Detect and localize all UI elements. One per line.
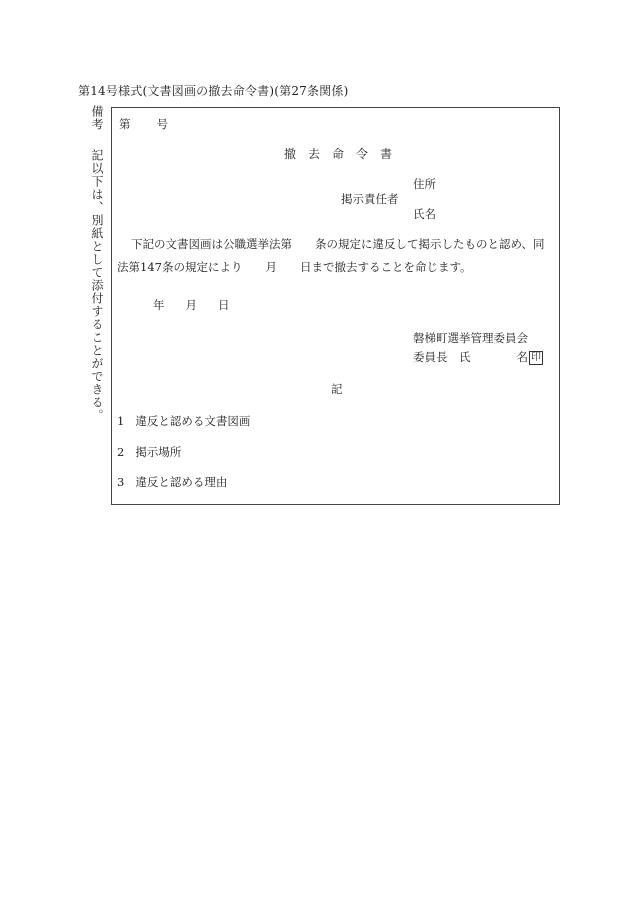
chair-name-suffix: 名 <box>516 350 528 364</box>
ki-heading: 記 <box>331 382 343 396</box>
document-number-suffix: 号 <box>156 117 168 131</box>
document-title: 撤 去 命 令 書 <box>284 147 393 161</box>
chair-label: 委員長 氏 <box>413 350 471 364</box>
name-label: 氏名 <box>413 207 436 221</box>
address-label: 住所 <box>413 177 436 191</box>
document-number <box>119 116 168 132</box>
chair-signature-line <box>413 349 543 365</box>
list-item-number: 1 <box>117 414 125 428</box>
list-item <box>117 474 227 490</box>
body-text-line-1: 下記の文書図画は公職選挙法第 条の規定に違反して掲示したものと認め、同 <box>131 237 545 251</box>
day-label: 日 <box>218 298 230 312</box>
list-item <box>117 444 181 460</box>
list-item-number: 3 <box>117 475 125 489</box>
seal-mark: 印 <box>531 352 541 363</box>
list-item-number: 2 <box>117 445 125 459</box>
list-item <box>117 413 250 429</box>
list-item-text: 違反と認める理由 <box>135 475 228 489</box>
date-line <box>153 297 230 313</box>
body-text-line-2: 法第147条の規定により 月 日まで撤去することを命じます。 <box>117 260 472 274</box>
year-label: 年 <box>153 298 165 312</box>
document-number-prefix: 第 <box>119 117 131 131</box>
list-item-text: 掲示場所 <box>135 445 182 459</box>
form-title: 第14号様式(文書図画の撤去命令書)(第27条関係) <box>78 84 349 98</box>
committee-name: 磐梯町選挙管理委員会 <box>413 331 528 345</box>
order-form <box>111 107 560 505</box>
month-label: 月 <box>185 298 197 312</box>
list-item-text: 違反と認める文書図画 <box>135 414 251 428</box>
remarks-note: 備考 記以下は、別紙として添付することができる。 <box>90 105 104 422</box>
poster-role-label: 掲示責任者 <box>341 192 399 206</box>
